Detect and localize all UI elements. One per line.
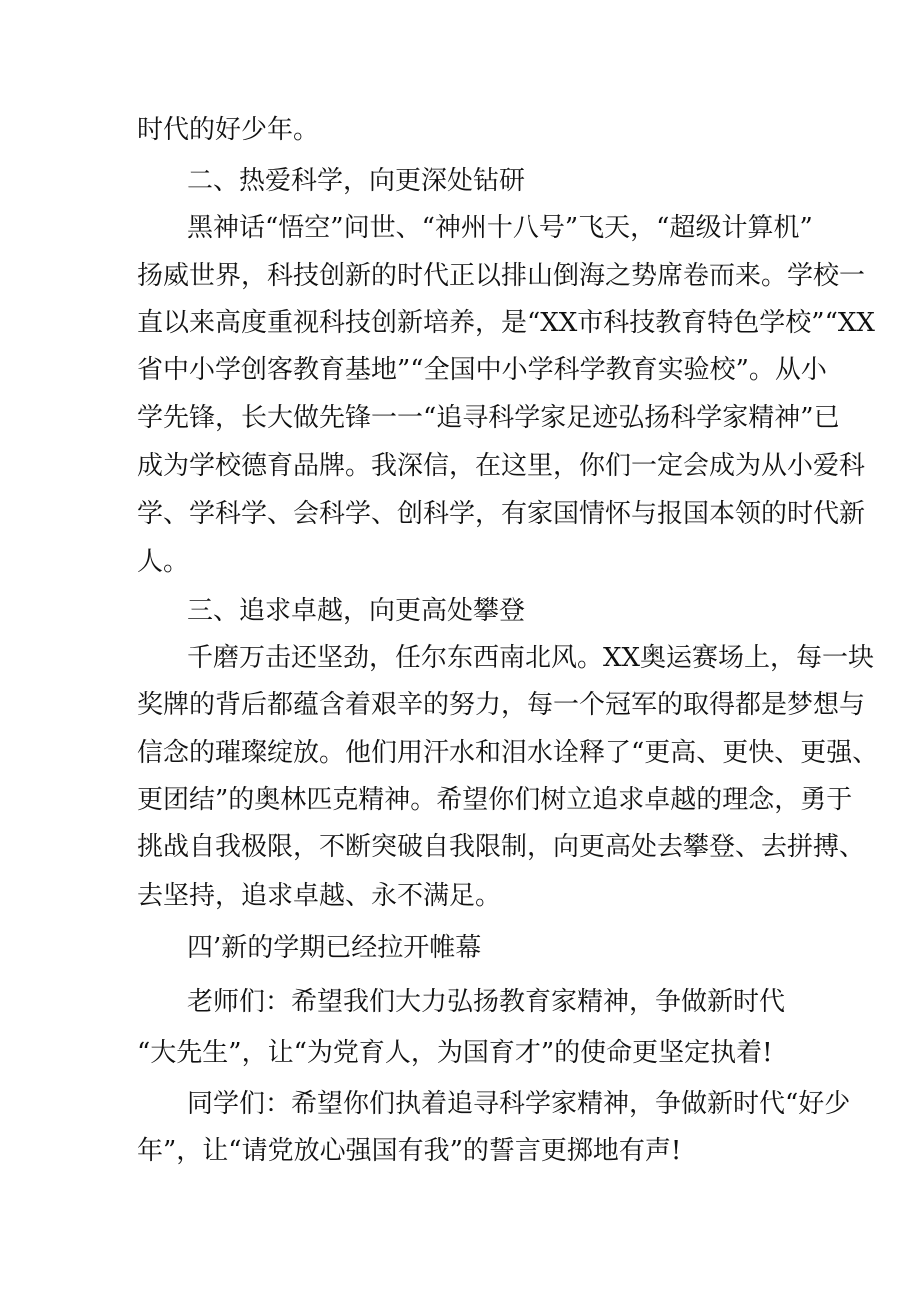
paragraph-line: 人。 xyxy=(137,547,190,577)
paragraph-line: “大先生”，让“为党育人，为国育才”的使命更坚定执着! xyxy=(137,1038,773,1068)
paragraph-line: 成为学校德育品牌。我深信，在这里，你们一定会成为从小爱科 xyxy=(137,451,866,481)
paragraph-line: 挑战自我极限，不断突破自我限制，向更高处去攀登、去拼搏、 xyxy=(137,832,866,862)
paragraph-line: 老师们：希望我们大力弘扬教育家精神，争做新时代 xyxy=(187,987,786,1017)
paragraph-line: 去坚持，追求卓越、永不满足。 xyxy=(137,881,502,911)
section-heading: 四’新的学期已经拉开帷幕 xyxy=(187,933,482,963)
paragraph-line: 黑神话“悟空”问世、“神州十八号”飞天，“超级计算机” xyxy=(187,213,813,243)
paragraph-line: 同学们：希望你们执着追寻科学家精神，争做新时代“好少 xyxy=(187,1089,851,1119)
paragraph-line: 学先锋，长大做先锋一一“追寻科学家足迹弘扬科学家精神”已 xyxy=(137,403,840,433)
section-heading: 三、追求卓越，向更高处攀登 xyxy=(187,596,526,626)
paragraph-line: 年”，让“请党放心强国有我”的誓言更掷地有声! xyxy=(137,1136,682,1166)
paragraph-line: 奖牌的背后都蕴含着艰辛的努力，每一个冠军的取得都是梦想与 xyxy=(137,690,866,720)
paragraph-line: 千磨万击还坚劲，任尔东西南北风。XX奥运赛场上，每一块 xyxy=(187,643,875,673)
section-heading: 二、热爱科学，向更深处钻研 xyxy=(187,166,526,196)
paragraph-line: 省中小学创客教育基地”“全国中小学科学教育实验校”。从小 xyxy=(137,355,827,385)
paragraph-line: 学、学科学、会科学、创科学，有家国情怀与报国本领的时代新 xyxy=(137,499,866,529)
paragraph-line: 时代的好少年。 xyxy=(137,115,320,145)
paragraph-line: 更团结”的奥林匹克精神。希望你们树立追求卓越的理念，勇于 xyxy=(137,785,853,815)
paragraph-line: 扬威世界，科技创新的时代正以排山倒海之势席卷而来。学校一 xyxy=(137,261,866,291)
paragraph-line: 信念的璀璨绽放。他们用汗水和泪水诠释了“更高、更快、更强、 xyxy=(137,738,879,768)
paragraph-line: 直以来高度重视科技创新培养，是“XX市科技教育特色学校”“XX xyxy=(137,308,875,338)
